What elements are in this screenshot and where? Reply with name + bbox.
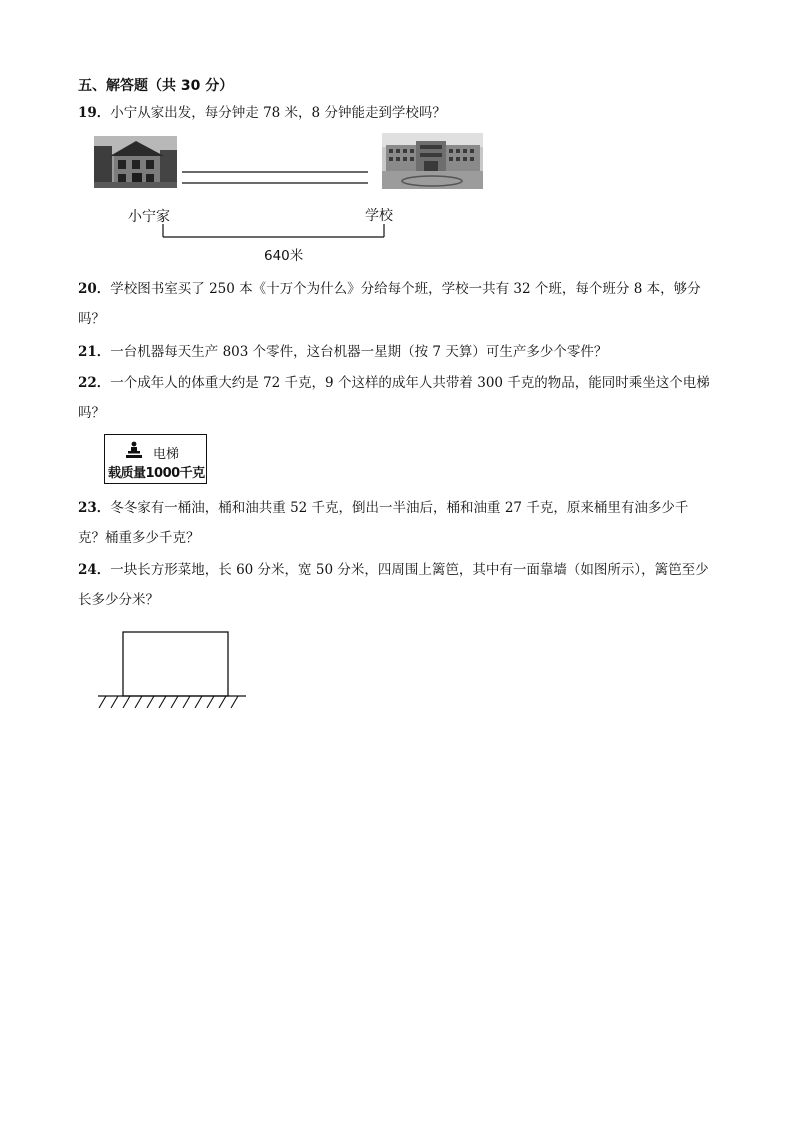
question-text-line-1: 学校图书室买了 250 本《十万个为什么》分给每个班，学校一共有 32 个班，每个班分 8 本，够分 [110,281,701,297]
question-text-line-1: 冬冬家有一桶油，桶和油共重 52 千克，倒出一半油后，桶和油重 27 千克，原来桶里有油多少千 [110,500,689,516]
home-label: 小宁家 [128,209,170,225]
question-19 [78,98,728,128]
question-text: 小宁从家出发，每分钟走 78 米，8 分钟能走到学校吗？ [110,105,446,121]
question-22 [78,368,728,428]
question-text-line-2: 长多少分米？ [78,592,159,608]
question-21 [78,337,728,367]
school-building-photo [382,133,483,189]
elevator-title: 电梯 [153,447,180,462]
question-20 [78,274,728,334]
question-number: 22． [78,375,111,391]
wall-hatch-icon [99,696,238,708]
question-text: 一台机器每天生产 803 个零件，这台机器一星期（按 7 天算）可生产多少个零件？ [110,344,608,360]
distance-bracket [160,222,388,242]
school-label: 学校 [365,208,393,224]
section-title: 五、解答题（共 30 分） [78,78,234,94]
question-number: 20． [78,281,111,297]
question-text-line-2: 吗？ [78,311,105,327]
question-text-line-1: 一块长方形菜地，长 60 分米，宽 50 分米，四周围上篱笆，其中有一面靠墙（如图所示），篱笆至少 [110,562,709,578]
question-number: 19． [78,105,111,121]
distance-label: 640米 [264,248,304,264]
elevator-person-icon [125,441,143,459]
house-photo [94,136,177,188]
field-against-wall-diagram [96,628,250,710]
question-number: 21． [78,344,111,360]
question-text-line-2: 克？桶重多少千克？ [78,530,200,546]
elevator-sign [104,434,207,484]
question-23 [78,493,728,553]
elevator-capacity: 载质量1000千克 [108,466,205,481]
question-24 [78,555,728,615]
question-number: 23． [78,500,111,516]
question-number: 24． [78,562,111,578]
question-text-line-1: 一个成年人的体重大约是 72 千克，9 个这样的成年人共带着 300 千克的物品，能同时乘坐这个电梯 [110,375,710,391]
question-text-line-2: 吗？ [78,405,105,421]
road-lines [180,168,370,188]
field-rectangle [123,632,228,696]
